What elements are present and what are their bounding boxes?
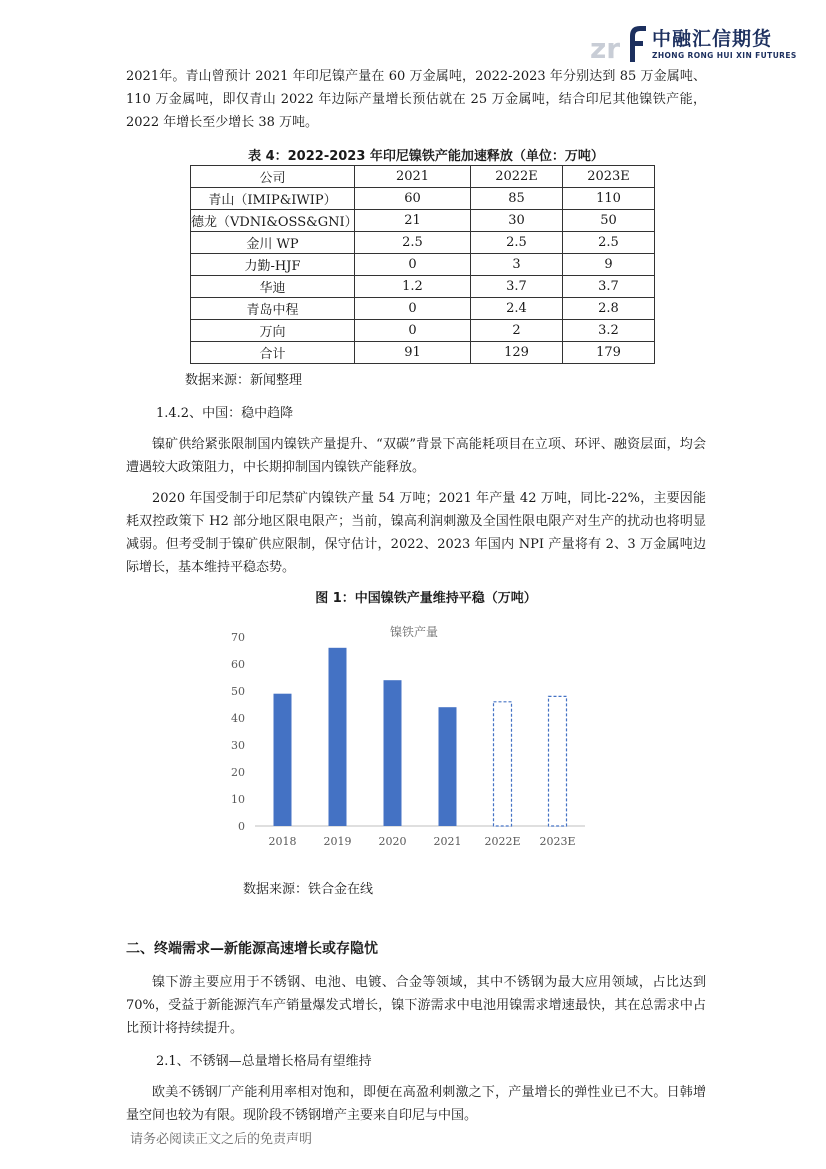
y-tick-label: 50 xyxy=(231,685,245,698)
table-caption: 表 4：2022-2023 年印尼镍铁产能加速释放（单位：万吨） xyxy=(248,149,604,164)
table-cell: 1.2 xyxy=(355,276,471,298)
nickel-capacity-table xyxy=(190,165,655,364)
section-1-4-2-heading: 1.4.2、中国：稳中趋降 xyxy=(156,406,294,421)
table-row xyxy=(191,298,655,320)
figure-source: 数据来源：铁合金在线 xyxy=(243,882,374,897)
forecast-bar xyxy=(549,696,567,826)
table-cell: 华迪 xyxy=(191,276,355,298)
table-cell: 2.5 xyxy=(355,232,471,254)
section-2-title: 二、终端需求—新能源高速增长或存隐忧 xyxy=(126,941,378,957)
y-tick-label: 20 xyxy=(231,766,245,779)
chart-title: 镍铁产量 xyxy=(389,625,439,639)
zrf-logo-icon xyxy=(590,22,648,66)
data-bar xyxy=(439,707,457,826)
table-cell: 0 xyxy=(355,254,471,276)
table-cell: 2 xyxy=(471,320,563,342)
table-cell: 青岛中程 xyxy=(191,298,355,320)
table-cell: 3 xyxy=(471,254,563,276)
section-2-paragraph-1: 镍下游主要应用于不锈钢、电池、电镀、合金等领域，其中不锈钢为最大应用领域，占比达到 70%，受益于新能源汽车产销量爆发式增长，镍下游需求中电池用镍需求增速最快，其在总需求中占比预计将持续提升。 xyxy=(126,975,706,1036)
x-tick-label: 2022E xyxy=(484,835,521,848)
table-total-row xyxy=(191,342,655,364)
figure-caption: 图 1：中国镍铁产量维持平稳（万吨） xyxy=(315,591,537,606)
table-cell: 2.4 xyxy=(471,298,563,320)
intro-paragraph: 2021年。青山曾预计 2021 年印尼镍产量在 60 万金属吨，2022-2023 年分别达到 85 万金属吨、110 万金属吨，即仅青山 2022 年边际产量增长预估就在 25 万金属吨，结合印尼其他镍铁产能， 2022 年增长至少增长 38 万吨。 xyxy=(126,69,706,130)
table-cell: 0 xyxy=(355,298,471,320)
section-2-paragraph-2: 欧美不锈钢厂产能利用率相对饱和，即便在高盈利刺激之下，产量增长的弹性业已不大。日韩增量空间也较为有限。现阶段不锈钢增产主要来自印尼与中国。 xyxy=(126,1085,706,1123)
nickel-iron-production-chart xyxy=(225,618,605,858)
table-cell: 2.5 xyxy=(563,232,655,254)
table-cell: 179 xyxy=(563,342,655,364)
x-tick-label: 2021 xyxy=(433,835,462,848)
table-cell: 3.7 xyxy=(471,276,563,298)
table-cell: 60 xyxy=(355,188,471,210)
section-2-1-heading: 2.1、不锈钢—总量增长格局有望维持 xyxy=(156,1054,372,1069)
table-cell: 2.5 xyxy=(471,232,563,254)
table-cell: 力勤-HJF xyxy=(191,254,355,276)
company-logo xyxy=(590,22,797,66)
y-tick-label: 70 xyxy=(231,631,245,644)
table-header-cell: 公司 xyxy=(191,166,355,188)
table-cell: 91 xyxy=(355,342,471,364)
table-cell: 9 xyxy=(563,254,655,276)
y-tick-label: 30 xyxy=(231,739,245,752)
data-bar xyxy=(329,648,347,826)
data-bar xyxy=(384,680,402,826)
y-tick-label: 10 xyxy=(231,793,245,806)
footer-disclaimer: 请务必阅读正文之后的免责声明 xyxy=(130,1132,313,1147)
table-cell: 德龙（VDNI&OSS&GNI） xyxy=(191,210,355,232)
y-tick-label: 0 xyxy=(238,820,245,833)
data-bar xyxy=(274,694,292,826)
table-row xyxy=(191,254,655,276)
table-header-cell: 2023E xyxy=(563,166,655,188)
table-cell: 21 xyxy=(355,210,471,232)
logo-english-name: ZHONG RONG HUI XIN FUTURES xyxy=(652,51,797,60)
table-cell: 万向 xyxy=(191,320,355,342)
table-cell: 30 xyxy=(471,210,563,232)
section-1-4-2-paragraph-1: 镍矿供给紧张限制国内镍铁产量提升、“双碳”背景下高能耗项目在立项、环评、融资层面，均会遭遇较大政策阻力，中长期抑制国内镍铁产能释放。 xyxy=(126,437,706,475)
x-tick-label: 2019 xyxy=(323,835,352,848)
table-cell: 合计 xyxy=(191,342,355,364)
table-row xyxy=(191,276,655,298)
table-cell: 3.7 xyxy=(563,276,655,298)
forecast-bar xyxy=(494,702,512,826)
table-cell: 129 xyxy=(471,342,563,364)
table-header-cell: 2021 xyxy=(355,166,471,188)
table-cell: 85 xyxy=(471,188,563,210)
table-row xyxy=(191,210,655,232)
table-header-cell: 2022E xyxy=(471,166,563,188)
table-source: 数据来源：新闻整理 xyxy=(185,373,303,388)
table-cell: 110 xyxy=(563,188,655,210)
x-tick-label: 2023E xyxy=(539,835,576,848)
x-tick-label: 2018 xyxy=(268,835,297,848)
table-row xyxy=(191,188,655,210)
table-cell: 青山（IMIP&IWIP） xyxy=(191,188,355,210)
section-1-4-2-paragraph-2: 2020 年国受制于印尼禁矿内镍铁产量 54 万吨；2021 年产量 42 万吨，同比-22%，主要因能耗双控政策下 H2 部分地区限电限产；当前，镍高利润刺激及全国性限电限产对生产的扰动也将明显减弱。但考受制于镍矿供应限制，保守估计，2022、2023 年国内 NPI 产量将有 2、3 万金属吨边际增长，基本维持平稳态势。 xyxy=(126,491,706,575)
table-header-row xyxy=(191,166,655,188)
svg-text:zr: zr xyxy=(590,32,621,65)
y-tick-label: 60 xyxy=(231,658,245,671)
table-cell: 2.8 xyxy=(563,298,655,320)
y-tick-label: 40 xyxy=(231,712,245,725)
table-row xyxy=(191,320,655,342)
table-row xyxy=(191,232,655,254)
table-cell: 金川 WP xyxy=(191,232,355,254)
logo-chinese-name: 中融汇信期货 xyxy=(652,28,773,50)
table-cell: 3.2 xyxy=(563,320,655,342)
table-cell: 0 xyxy=(355,320,471,342)
x-tick-label: 2020 xyxy=(378,835,407,848)
table-cell: 50 xyxy=(563,210,655,232)
